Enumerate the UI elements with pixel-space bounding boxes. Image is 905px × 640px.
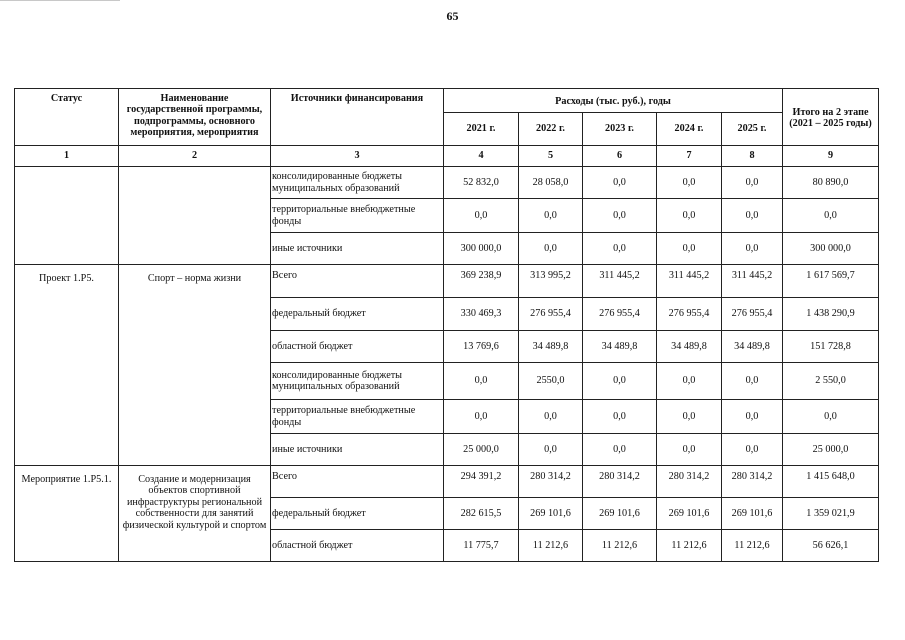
funding-table	[14, 88, 879, 562]
value-2024: 0,0	[657, 167, 722, 199]
value-2022: 0,0	[519, 233, 583, 265]
header-sources: Источники финансирования	[271, 89, 444, 146]
value-2021: 25 000,0	[444, 434, 519, 466]
value-total: 1 359 021,9	[783, 498, 879, 530]
value-2023: 0,0	[583, 400, 657, 434]
value-2023: 0,0	[583, 199, 657, 233]
value-2024: 11 212,6	[657, 530, 722, 562]
funding-table-container	[14, 88, 878, 562]
source-cell: консолидированные бюджеты муниципальных образований	[271, 167, 444, 199]
name-cell: Спорт – норма жизни	[119, 265, 271, 466]
column-number: 1	[15, 146, 119, 167]
header-total: Итого на 2 этапе (2021 – 2025 годы)	[783, 89, 879, 146]
name-cell	[119, 167, 271, 265]
value-2023: 269 101,6	[583, 498, 657, 530]
value-2021: 294 391,2	[444, 466, 519, 498]
value-total: 0,0	[783, 400, 879, 434]
value-2025: 276 955,4	[722, 298, 783, 331]
value-2021: 13 769,6	[444, 331, 519, 363]
value-2025: 0,0	[722, 400, 783, 434]
value-2024: 0,0	[657, 434, 722, 466]
value-2022: 276 955,4	[519, 298, 583, 331]
value-2022: 280 314,2	[519, 466, 583, 498]
source-cell: Всего	[271, 466, 444, 498]
source-cell: областной бюджет	[271, 331, 444, 363]
status-cell: Мероприятие 1.Р5.1.	[15, 466, 119, 562]
value-2024: 280 314,2	[657, 466, 722, 498]
column-number: 9	[783, 146, 879, 167]
value-total: 25 000,0	[783, 434, 879, 466]
value-2021: 11 775,7	[444, 530, 519, 562]
value-2023: 280 314,2	[583, 466, 657, 498]
value-2025: 0,0	[722, 167, 783, 199]
value-2022: 0,0	[519, 400, 583, 434]
value-total: 2 550,0	[783, 363, 879, 400]
value-2024: 0,0	[657, 363, 722, 400]
value-2021: 52 832,0	[444, 167, 519, 199]
value-2022: 0,0	[519, 434, 583, 466]
value-total: 1 415 648,0	[783, 466, 879, 498]
value-2021: 300 000,0	[444, 233, 519, 265]
source-cell: федеральный бюджет	[271, 298, 444, 331]
source-cell: консолидированные бюджеты муниципальных образований	[271, 363, 444, 400]
value-total: 1 438 290,9	[783, 298, 879, 331]
value-2024: 0,0	[657, 199, 722, 233]
source-cell: федеральный бюджет	[271, 498, 444, 530]
table-row	[15, 466, 879, 498]
value-2021: 369 238,9	[444, 265, 519, 298]
value-2021: 0,0	[444, 199, 519, 233]
value-2022: 28 058,0	[519, 167, 583, 199]
value-2023: 0,0	[583, 434, 657, 466]
value-2024: 269 101,6	[657, 498, 722, 530]
column-number: 2	[119, 146, 271, 167]
value-2023: 0,0	[583, 167, 657, 199]
source-cell: территориальные внебюджетные фонды	[271, 400, 444, 434]
source-cell: иные источники	[271, 233, 444, 265]
value-2024: 34 489,8	[657, 331, 722, 363]
source-cell: иные источники	[271, 434, 444, 466]
value-2022: 269 101,6	[519, 498, 583, 530]
column-number: 8	[722, 146, 783, 167]
value-2022: 11 212,6	[519, 530, 583, 562]
value-2024: 276 955,4	[657, 298, 722, 331]
value-2022: 313 995,2	[519, 265, 583, 298]
value-2025: 0,0	[722, 233, 783, 265]
value-2021: 0,0	[444, 363, 519, 400]
value-2024: 311 445,2	[657, 265, 722, 298]
value-2025: 269 101,6	[722, 498, 783, 530]
value-2025: 280 314,2	[722, 466, 783, 498]
value-2023: 11 212,6	[583, 530, 657, 562]
value-2024: 0,0	[657, 233, 722, 265]
value-2023: 0,0	[583, 363, 657, 400]
page-number: 65	[446, 9, 459, 23]
value-2021: 0,0	[444, 400, 519, 434]
header-year-2025: 2025 г.	[722, 113, 783, 146]
value-total: 300 000,0	[783, 233, 879, 265]
value-total: 0,0	[783, 199, 879, 233]
value-2022: 2550,0	[519, 363, 583, 400]
header-year-2022: 2022 г.	[519, 113, 583, 146]
header-year-2021: 2021 г.	[444, 113, 519, 146]
value-2025: 34 489,8	[722, 331, 783, 363]
source-cell: областной бюджет	[271, 530, 444, 562]
value-2021: 282 615,5	[444, 498, 519, 530]
source-cell: Всего	[271, 265, 444, 298]
status-cell	[15, 167, 119, 265]
column-number: 3	[271, 146, 444, 167]
name-cell: Создание и модернизация объектов спортивной инфраструктуры региональной собственности для занятий физической культурой и спортом	[119, 466, 271, 562]
column-number-row	[15, 146, 879, 167]
value-2025: 11 212,6	[722, 530, 783, 562]
value-total: 56 626,1	[783, 530, 879, 562]
value-2024: 0,0	[657, 400, 722, 434]
value-total: 151 728,8	[783, 331, 879, 363]
value-2023: 311 445,2	[583, 265, 657, 298]
value-total: 1 617 569,7	[783, 265, 879, 298]
value-2023: 276 955,4	[583, 298, 657, 331]
column-number: 4	[444, 146, 519, 167]
header-status: Статус	[15, 89, 119, 146]
scan-edge-line	[0, 0, 120, 1]
header-name: Наименование государственной программы, подпрограммы, основного мероприятия, мероприятия	[119, 89, 271, 146]
table-row	[15, 265, 879, 298]
value-2025: 311 445,2	[722, 265, 783, 298]
status-cell: Проект 1.Р5.	[15, 265, 119, 466]
table-row	[15, 167, 879, 199]
value-total: 80 890,0	[783, 167, 879, 199]
value-2022: 34 489,8	[519, 331, 583, 363]
value-2025: 0,0	[722, 363, 783, 400]
source-cell: территориальные внебюджетные фонды	[271, 199, 444, 233]
value-2023: 34 489,8	[583, 331, 657, 363]
value-2023: 0,0	[583, 233, 657, 265]
column-number: 6	[583, 146, 657, 167]
value-2025: 0,0	[722, 434, 783, 466]
header-expenses: Расходы (тыс. руб.), годы	[444, 89, 783, 113]
value-2025: 0,0	[722, 199, 783, 233]
header-year-2023: 2023 г.	[583, 113, 657, 146]
column-number: 7	[657, 146, 722, 167]
value-2021: 330 469,3	[444, 298, 519, 331]
header-year-2024: 2024 г.	[657, 113, 722, 146]
value-2022: 0,0	[519, 199, 583, 233]
column-number: 5	[519, 146, 583, 167]
